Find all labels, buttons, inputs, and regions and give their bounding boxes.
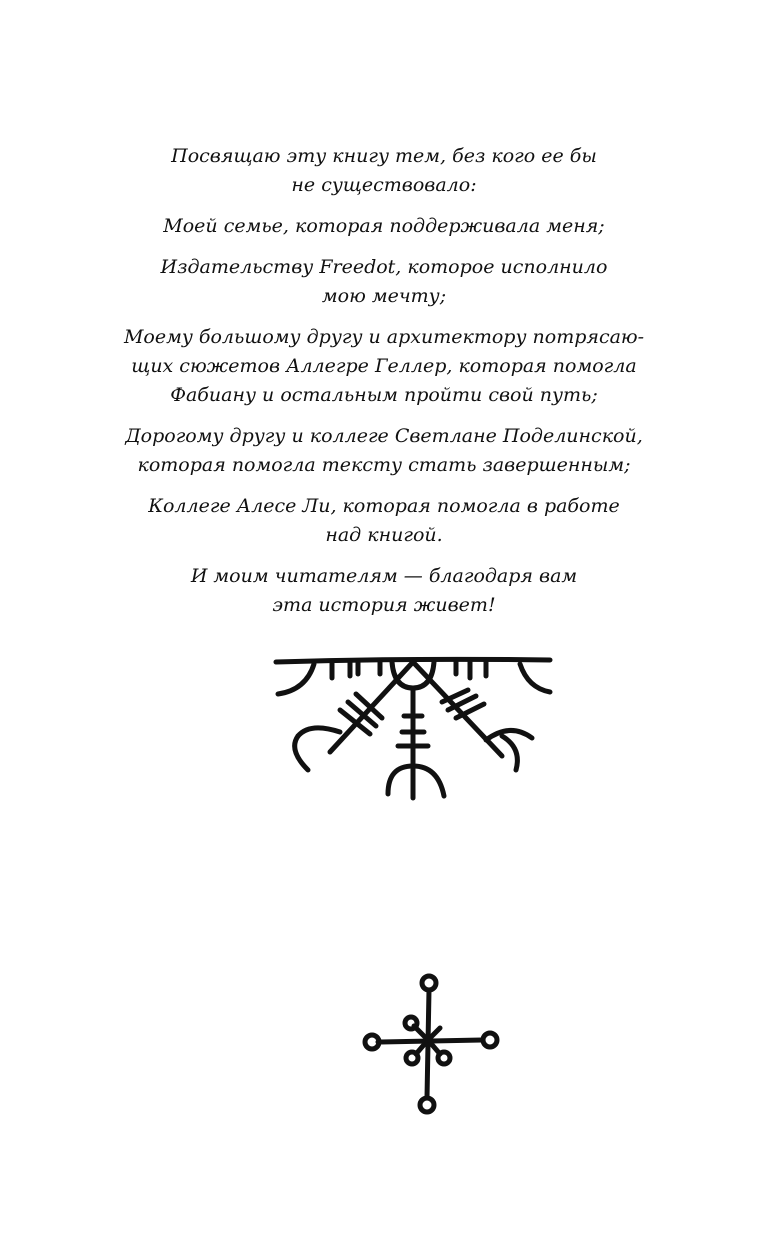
- rune-half-compass-icon: [270, 652, 556, 804]
- dedication-text: [0, 142, 768, 632]
- dedication-paragraph-6: Коллеге Алесе Ли, которая помогла в работе над книгой.: [148, 495, 620, 546]
- dedication-paragraph-1: Посвящаю эту книгу тем, без кого ее бы не существовало:: [171, 145, 597, 196]
- dedication-paragraph-4: Моему большому другу и архитектору потрясаю- щих сюжетов Аллегре Геллер, которая помогла Фабиану и остальным пройти свой путь;: [123, 326, 645, 406]
- dedication-paragraph-7: И моим читателям — благодаря вам эта история живет!: [190, 565, 578, 616]
- rune-cross-icon: [358, 970, 504, 1116]
- dedication-paragraph-3: Издательству Freedot, которое исполнило мою мечту;: [160, 256, 608, 307]
- dedication-paragraph-5: Дорогому другу и коллеге Светлане Поделинской, которая помогла тексту стать завершенным;: [125, 425, 643, 476]
- dedication-paragraph-2: Моей семье, которая поддерживала меня;: [163, 215, 605, 237]
